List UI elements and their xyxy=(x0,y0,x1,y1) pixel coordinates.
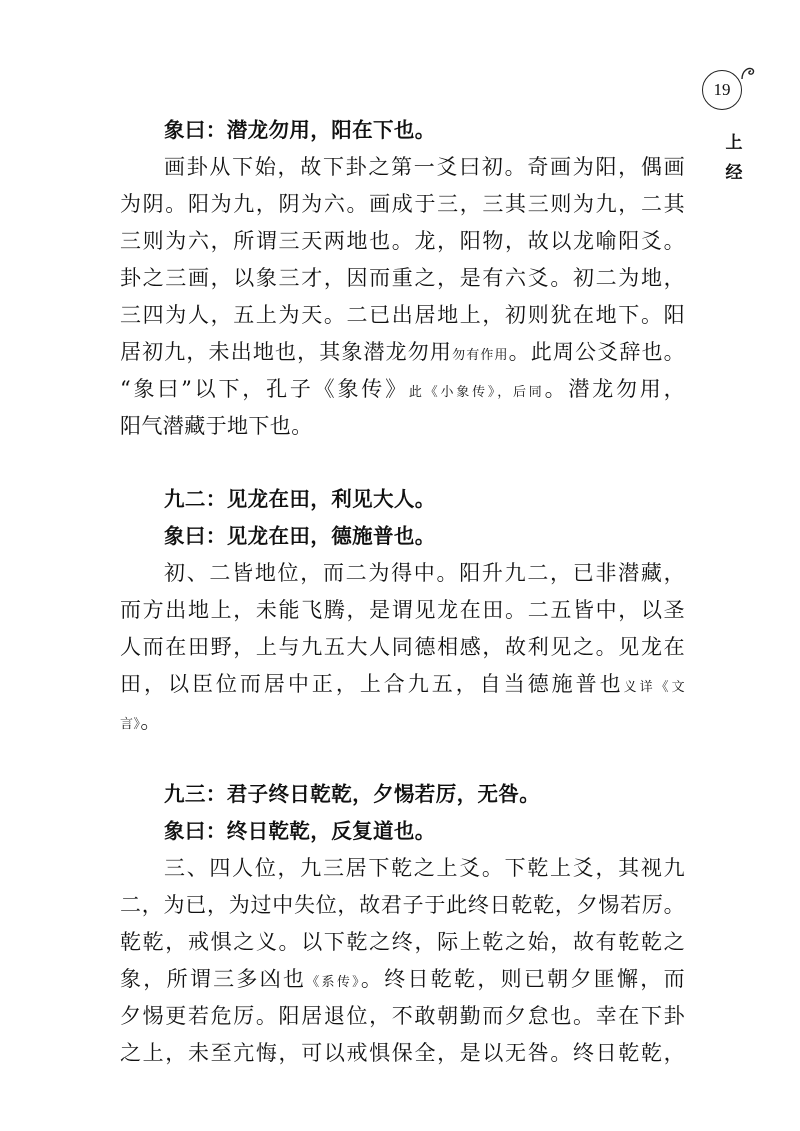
line-text: 乾乾，戒惧之义。以下乾之终，际上乾之始，故有乾乾之 xyxy=(120,930,685,954)
running-head xyxy=(722,128,746,188)
line-text: 居初九，未出地也，其象潜龙勿用 xyxy=(120,340,453,364)
line-text: 人而在田野，上与九五大人同德相感，故利见之。见龙在 xyxy=(120,635,685,659)
section xyxy=(120,481,685,740)
inline-annotation: 此《小象传》，后同 xyxy=(408,385,545,400)
text-line xyxy=(120,998,685,1035)
line-text: 卦之三画，以象三才，因而重之，是有六爻。初二为地， xyxy=(120,266,685,290)
body-text xyxy=(120,112,685,1072)
page-number-text: 19 xyxy=(713,80,731,99)
line-text: 夕惕更若危厉。阳居退位，不敢朝勤而夕怠也。幸在下卦 xyxy=(120,1004,685,1028)
line-text: 而方出地上，未能飞腾，是谓见龙在田。二五皆中，以圣 xyxy=(120,598,685,622)
line-text: 象曰：终日乾乾，反复道也。 xyxy=(164,819,436,843)
line-text-tail: 。 xyxy=(140,709,162,733)
section-gap xyxy=(120,740,685,776)
text-line xyxy=(120,887,685,924)
text-line xyxy=(120,850,685,887)
text-line xyxy=(120,629,685,666)
text-line xyxy=(120,149,685,186)
text-line xyxy=(120,371,685,408)
verse-heading xyxy=(120,813,685,850)
verse-heading xyxy=(120,112,685,149)
text-line xyxy=(120,223,685,260)
text-line xyxy=(120,924,685,961)
line-text-tail: 。终日乾乾，则已朝夕匪懈，而 xyxy=(360,967,685,991)
line-text: 象曰：潜龙勿用，阳在下也。 xyxy=(164,118,436,142)
line-text: 二，为已，为过中失位，故君子于此终日乾乾，夕惕若厉。 xyxy=(120,893,685,917)
line-text-tail: 。潜龙勿用， xyxy=(544,377,686,401)
text-line xyxy=(120,666,685,703)
text-line xyxy=(120,1035,685,1072)
text-line xyxy=(120,260,685,297)
line-text: 三四为人，五上为天。二已出居地上，初则犹在地下。阳 xyxy=(120,303,685,327)
line-text: 画卦从下始，故下卦之第一爻曰初。奇画为阳，偶画 xyxy=(164,155,685,179)
inline-annotation: 义详《文 xyxy=(623,680,685,695)
verse-heading xyxy=(120,481,685,518)
section xyxy=(120,112,685,445)
text-line xyxy=(120,961,685,998)
running-head-char: 经 xyxy=(725,163,743,183)
running-head-char: 上 xyxy=(725,133,743,153)
line-text: 象曰：见龙在田，德施普也。 xyxy=(164,524,436,548)
verse-heading xyxy=(120,518,685,555)
text-line xyxy=(120,592,685,629)
line-text: 阳气潜藏于地下也。 xyxy=(120,414,313,438)
text-line xyxy=(120,703,685,740)
line-text: “象曰”以下，孔子《象传》 xyxy=(120,377,409,401)
line-text: 三、四人位，九三居下乾之上爻。下乾上爻，其视九 xyxy=(164,856,685,880)
page-number xyxy=(702,70,742,110)
line-text: 九二：见龙在田，利见大人。 xyxy=(164,487,436,511)
inline-annotation: 勿有作用 xyxy=(452,348,509,363)
text-line xyxy=(120,555,685,592)
ornament-curl-icon xyxy=(740,65,756,81)
inline-annotation: 言》 xyxy=(120,717,141,732)
text-line xyxy=(120,297,685,334)
line-text: 三则为六，所谓三天两地也。龙，阳物，故以龙喻阳爻。 xyxy=(120,229,685,253)
line-text: 之上，未至亢悔，可以戒惧保全，是以无咎。终日乾乾， xyxy=(120,1041,685,1065)
inline-annotation: 《系传》 xyxy=(306,975,361,990)
line-text: 田，以臣位而居中正，上合九五，自当德施普也 xyxy=(120,672,624,696)
section xyxy=(120,776,685,1072)
text-line xyxy=(120,408,685,445)
text-line xyxy=(120,334,685,371)
line-text: 初、二皆地位，而二为得中。阳升九二，已非潜藏， xyxy=(164,561,685,585)
section-gap xyxy=(120,445,685,481)
verse-heading xyxy=(120,776,685,813)
line-text: 象，所谓三多凶也 xyxy=(120,967,307,991)
line-text: 九三：君子终日乾乾，夕惕若厉，无咎。 xyxy=(164,782,541,806)
line-text: 为阴。阳为九，阴为六。画成于三，三其三则为九，二其 xyxy=(120,192,685,216)
text-line xyxy=(120,186,685,223)
line-text-tail: 。此周公爻辞也。 xyxy=(508,340,686,364)
